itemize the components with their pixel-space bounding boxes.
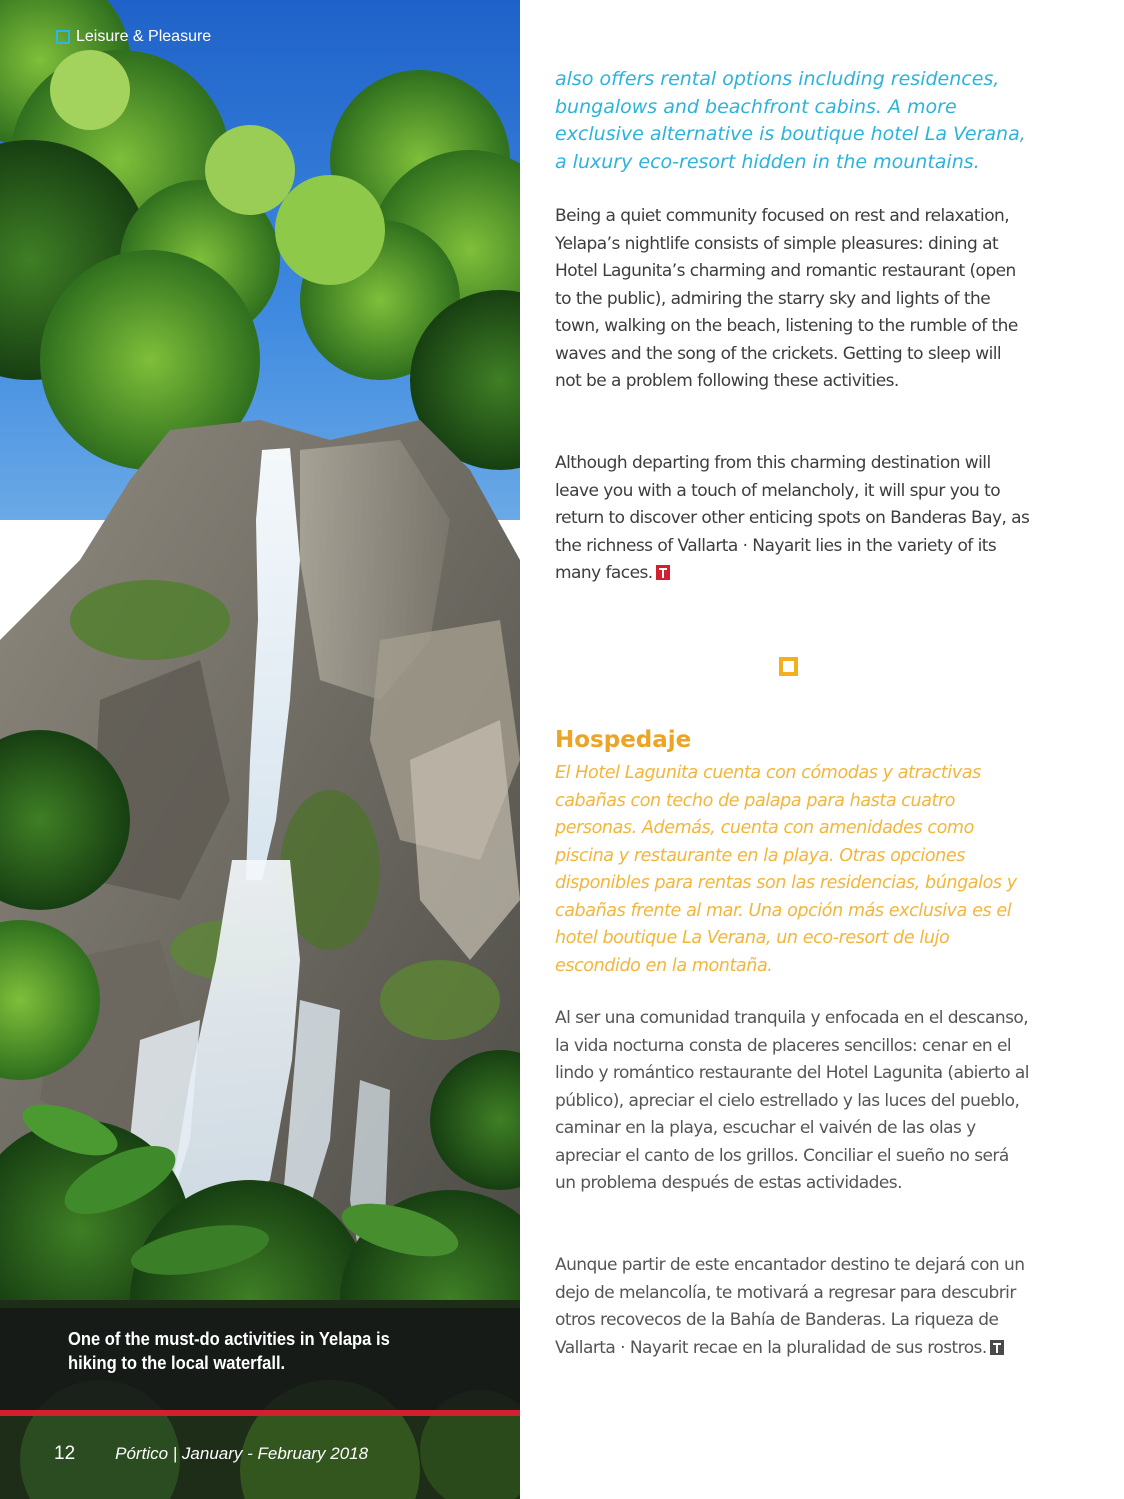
spanish-heading: Hospedaje <box>555 727 692 753</box>
photo-caption-box <box>0 1308 520 1410</box>
english-paragraph-2 <box>555 450 1030 588</box>
square-outline-icon <box>56 30 70 44</box>
english-paragraph-2-text: Although departing from this charming destination will leave you with a touch of melancholy, it will spur you to return to discover other enticing spots on Banderas Bay, as the richness of Vallarta · Nayarit lies in the variety of its many faces. <box>555 453 1030 583</box>
photo-caption: One of the must-do activities in Yelapa is hiking to the local waterfall. <box>68 1329 390 1373</box>
spanish-paragraph-2-text: Aunque partir de este encantador destino te dejará con un dejo de melancolía, te motivará a regresar para descubrir otros recovecos de la Bahía de Banderas. La riqueza de Vallarta · Nayarit recae en la pluralidad de sus rostros. <box>555 1255 1025 1358</box>
spanish-lead-paragraph: El Hotel Lagunita cuenta con cómodas y atractivas cabañas con techo de palapa para hasta cuatro personas. Además, cuenta con amenidades como piscina y restaurante en la playa. Otras opciones disponibles para rentas son las residencias, búngalos y cabañas frente al mar. Una opción más exclusiva es el hotel boutique La Verana, un eco-resort de lujo escondido en la montaña. <box>555 763 1017 976</box>
page-number: 12 <box>54 1443 76 1464</box>
square-bullet-icon <box>779 657 798 676</box>
waterfall-illustration <box>0 0 520 1499</box>
magazine-issue: Pórtico | January - February 2018 <box>115 1444 369 1463</box>
spanish-paragraph-1: Al ser una comunidad tranquila y enfocada en el descanso, la vida nocturna consta de placeres sencillos: cenar en el lindo y romántico restaurante del Hotel Lagunita (abierto al público), apreciar el cielo estrellado y las luces del pueblo, caminar en la playa, escuchar el vaivén de las olas y apreciar el canto de los grillos. Conciliar el sueño no será un problema después de estas actividades. <box>555 1008 1029 1193</box>
section-tag <box>56 28 211 46</box>
waterfall-photo <box>0 0 520 1499</box>
section-tag-label: Leisure & Pleasure <box>76 28 212 45</box>
footer-rule <box>0 1410 520 1416</box>
portico-logo-icon <box>656 565 670 580</box>
english-paragraph-1: Being a quiet community focused on rest and relaxation, Yelapa’s nightlife consists of simple pleasures: dining at Hotel Lagunita’s charming and romantic restaurant (open to the public), admiring the starry sky and lights of the town, walking on the beach, listening to the rumble of the waves and the song of the crickets. Getting to sleep will not be a problem following these activities. <box>555 206 1018 391</box>
spanish-paragraph-2 <box>555 1252 1030 1362</box>
page-footer <box>54 1443 368 1465</box>
portico-logo-icon <box>990 1340 1004 1355</box>
english-lead-paragraph: also offers rental options including residences, bungalows and beachfront cabins. A more exclusive alternative is boutique hotel La Verana, a luxury eco-resort hidden in the mountains. <box>555 68 1026 173</box>
